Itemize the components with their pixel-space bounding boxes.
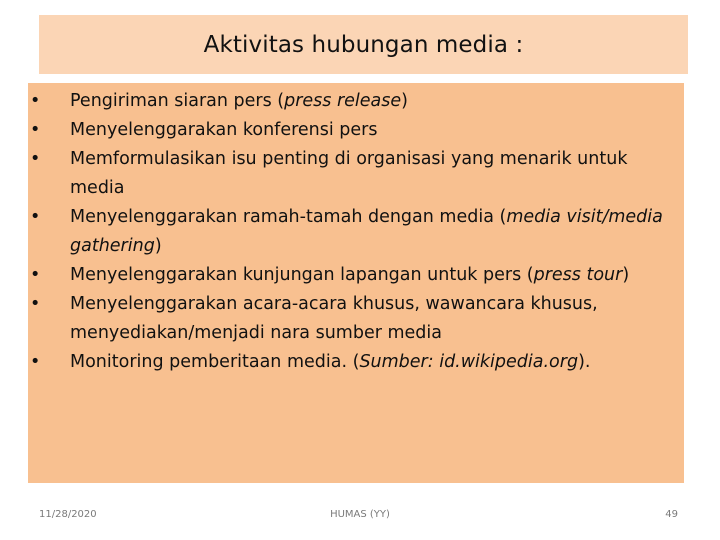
bullet-marker: • [30, 149, 41, 169]
bullet-text: ) [401, 91, 408, 111]
page-number: 49 [665, 509, 678, 520]
bullet-text: ) [154, 236, 162, 256]
bullet-item [28, 87, 684, 116]
bullet-text-italic: press release [284, 91, 402, 111]
footer-author: HUMAS (YY) [330, 509, 390, 520]
bullet-text: Menyelenggarakan konferensi pers [70, 120, 378, 140]
bullet-text: ) [622, 265, 630, 285]
bullet-item [28, 145, 684, 203]
bullet-text-italic: press tour [533, 265, 623, 285]
bullet-text: Menyelenggarakan acara-acara khusus, wawancara khusus, menyediakan/menjadi nara sumber media [70, 294, 598, 343]
content-panel [28, 83, 684, 483]
bullet-item [28, 116, 684, 145]
title-banner [39, 15, 688, 74]
bullet-text: Menyelenggarakan kunjungan lapangan untuk pers ( [70, 265, 534, 285]
bullet-marker: • [30, 352, 41, 372]
bullet-marker: • [30, 294, 41, 314]
bullet-text: Monitoring pemberitaan media. ( [70, 352, 360, 372]
bullet-marker: • [30, 207, 41, 227]
bullet-marker: • [30, 120, 41, 140]
bullet-text: Pengiriman siaran pers ( [70, 91, 285, 111]
bullet-text-italic: Sumber: id.wikipedia.org [359, 352, 579, 372]
footer-date: 11/28/2020 [39, 509, 97, 520]
slide-title: Aktivitas hubungan media : [203, 31, 524, 58]
bullet-item [28, 290, 684, 348]
bullet-item [28, 348, 684, 377]
bullet-item [28, 261, 684, 290]
bullet-marker: • [30, 91, 41, 111]
bullet-item [28, 203, 684, 261]
bullet-marker: • [30, 265, 41, 285]
bullet-text-italic: media visit/media gathering [70, 207, 663, 256]
bullet-text: Memformulasikan isu penting di organisasi yang menarik untuk media [70, 149, 628, 198]
bullet-list [28, 87, 684, 377]
bullet-text: ). [578, 352, 591, 372]
bullet-text: Menyelenggarakan ramah-tamah dengan media ( [70, 207, 507, 227]
